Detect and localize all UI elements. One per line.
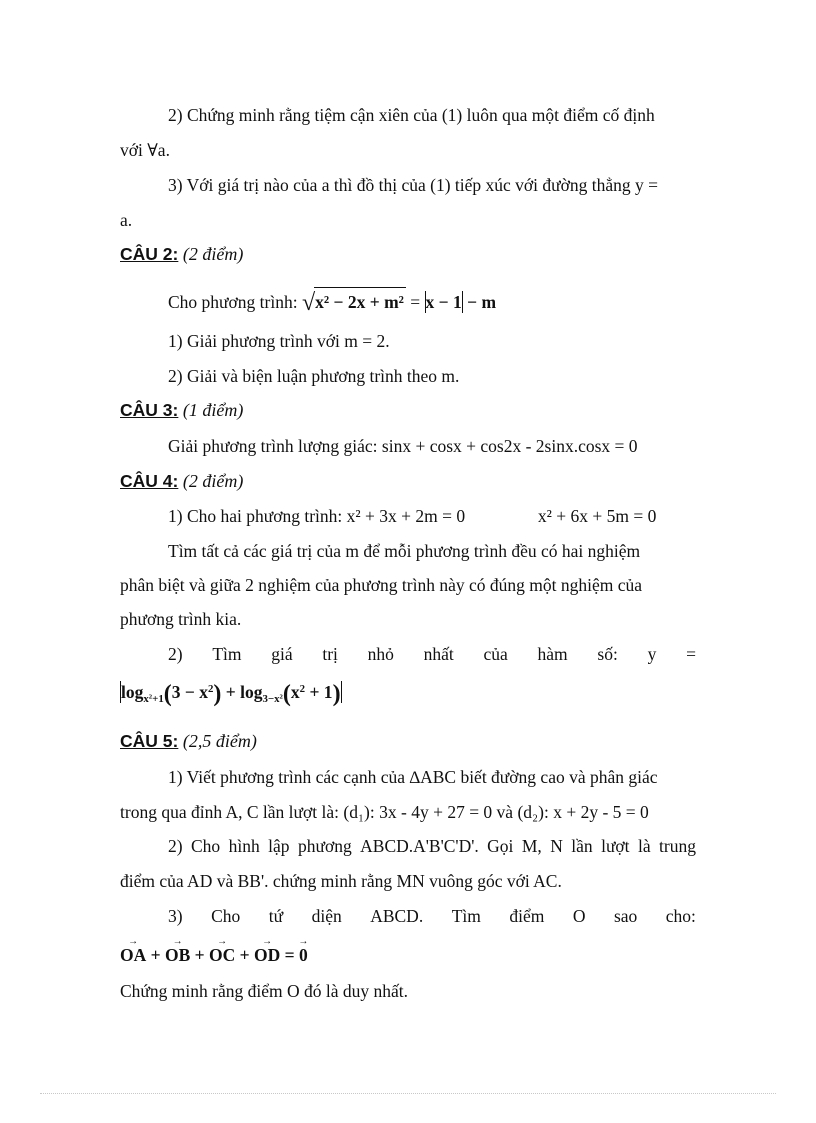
word: Tìm — [212, 644, 242, 664]
word: phương — [297, 836, 352, 856]
word: trị — [322, 644, 338, 664]
cau-4-text-3: phương trình kia. — [120, 609, 242, 629]
word: 2) — [168, 644, 183, 664]
word: lượt — [601, 836, 630, 856]
cau-4-q2-line — [168, 642, 696, 666]
word: M, — [521, 836, 542, 856]
cau-5-q2-line-1 — [168, 834, 696, 858]
item-3-line-1: 3) Với giá trị nào của a thì đồ thị của (1) tiếp xúc với đường thẳng y = — [168, 175, 659, 195]
equation-2: x² + 6x + 5m = 0 — [537, 506, 657, 526]
abs-bar-right — [462, 291, 463, 313]
word: tứ — [268, 906, 284, 926]
equals-sign: = — [410, 292, 421, 312]
plus-sign: + — [194, 945, 205, 965]
word: Tìm — [451, 906, 481, 926]
word: là — [637, 836, 651, 856]
cau-4-label: CÂU 4: — [120, 471, 179, 491]
word: lập — [268, 836, 290, 856]
word: điểm — [509, 906, 545, 926]
word: của — [483, 644, 508, 664]
word: giá — [271, 644, 293, 664]
cau-5-q2-line-2: điểm của AD và BB'. chứng minh rằng MN vuông góc với AC. — [120, 871, 562, 891]
cau-4-text-1: Tìm tất cả các giá trị của m để mỗi phương trình đều có hai nghiệm — [168, 541, 641, 561]
word: nhất — [423, 644, 454, 664]
vector-od: OD → — [254, 943, 280, 967]
page-footer-divider — [40, 1093, 776, 1094]
zero-vector: 0 → — [299, 943, 308, 967]
vector-oc: OC → — [209, 943, 235, 967]
word: hàm — [537, 644, 568, 664]
item-2-line-1: 2) Chứng minh rằng tiệm cận xiên của (1) luôn qua một điểm cố định — [168, 105, 655, 125]
vector-ob: OB → — [165, 943, 190, 967]
word: ABCD. — [370, 906, 424, 926]
q1-intro: 1) Cho hai phương trình: — [168, 506, 343, 526]
cau-5-q1-line-1: 1) Viết phương trình các cạnh của ∆ABC biết đường cao và phân giác — [168, 767, 658, 787]
item-3-line-2: a. — [120, 210, 133, 230]
word: lần — [571, 836, 593, 856]
word: ABCD.A'B'C'D'. — [360, 836, 479, 856]
word: sao — [613, 906, 638, 926]
cau-2-q1: 1) Giải phương trình với m = 2. — [168, 331, 390, 351]
cau-2-points: (2 điểm) — [182, 244, 244, 264]
word: trung — [659, 836, 696, 856]
cau-3-heading — [120, 398, 243, 422]
vector-equation — [120, 943, 696, 967]
cau-2-heading — [120, 242, 243, 266]
word: O — [572, 906, 586, 926]
equation-1: x² + 3x + 2m = 0 — [346, 506, 466, 526]
word: hình — [228, 836, 260, 856]
plus-sign: + — [239, 945, 250, 965]
cau-4-points: (2 điểm) — [182, 471, 244, 491]
cau-3-q1: Giải phương trình lượng giác: sinx + cosx + cos2x - 2sinx.cosx = 0 — [168, 436, 638, 456]
word: diện — [311, 906, 342, 926]
word: Gọi — [487, 836, 514, 856]
word: cho: — [665, 906, 696, 926]
word: y — [647, 644, 657, 664]
cau-5-points: (2,5 điểm) — [182, 731, 257, 751]
cau-5-heading — [120, 729, 257, 753]
word: 3) — [168, 906, 183, 926]
sqrt-icon: √ — [301, 290, 316, 316]
cau-4-q2-formula: $\log_{x^2+1}(3 - x^2) + \log_{3-x^2}(x^2 + 1)$ — [121, 681, 341, 707]
word: số: — [597, 644, 618, 664]
cau-2-equation — [168, 287, 696, 314]
cau-3-points: (1 điểm) — [182, 400, 244, 420]
cau-2-q2: 2) Giải và biện luận phương trình theo m. — [168, 366, 460, 386]
equals-sign: = — [284, 945, 295, 965]
word: 2) — [168, 836, 183, 856]
cau-5-label: CÂU 5: — [120, 731, 179, 751]
cau-5-q1-line-2: trong qua đỉnh A, C lần lượt là: (d₁): 3x - 4y + 27 = 0 và (d₂): x + 2y - 5 = 0 — [120, 802, 649, 822]
equation-tail: − m — [467, 292, 497, 312]
cau-3-label: CÂU 3: — [120, 400, 179, 420]
word: nhỏ — [367, 644, 394, 664]
cau-2-label: CÂU 2: — [120, 244, 179, 264]
vector-oa: OA → — [120, 943, 146, 967]
abs-content: x − 1 — [425, 292, 462, 312]
plus-sign: + — [150, 945, 161, 965]
word: Cho — [211, 906, 241, 926]
cau-4-text-2: phân biệt và giữa 2 nghiệm của phương trình này có đúng một nghiệm của — [120, 575, 642, 595]
word: = — [686, 644, 696, 664]
cau-4-q1 — [168, 504, 696, 528]
word: N — [550, 836, 563, 856]
abs-bar-left — [120, 681, 121, 703]
word: Cho — [191, 836, 221, 856]
cau-5-q3-final: Chứng minh rằng điểm O đó là duy nhất. — [120, 981, 408, 1001]
cau-4-heading — [120, 469, 243, 493]
item-2-line-2: với ∀a. — [120, 140, 170, 160]
cau-5-q3-line-1 — [168, 904, 696, 928]
radicand: x² − 2x + m² — [314, 287, 406, 314]
equation-intro: Cho phương trình: — [168, 292, 298, 312]
abs-bar-right — [341, 681, 342, 703]
